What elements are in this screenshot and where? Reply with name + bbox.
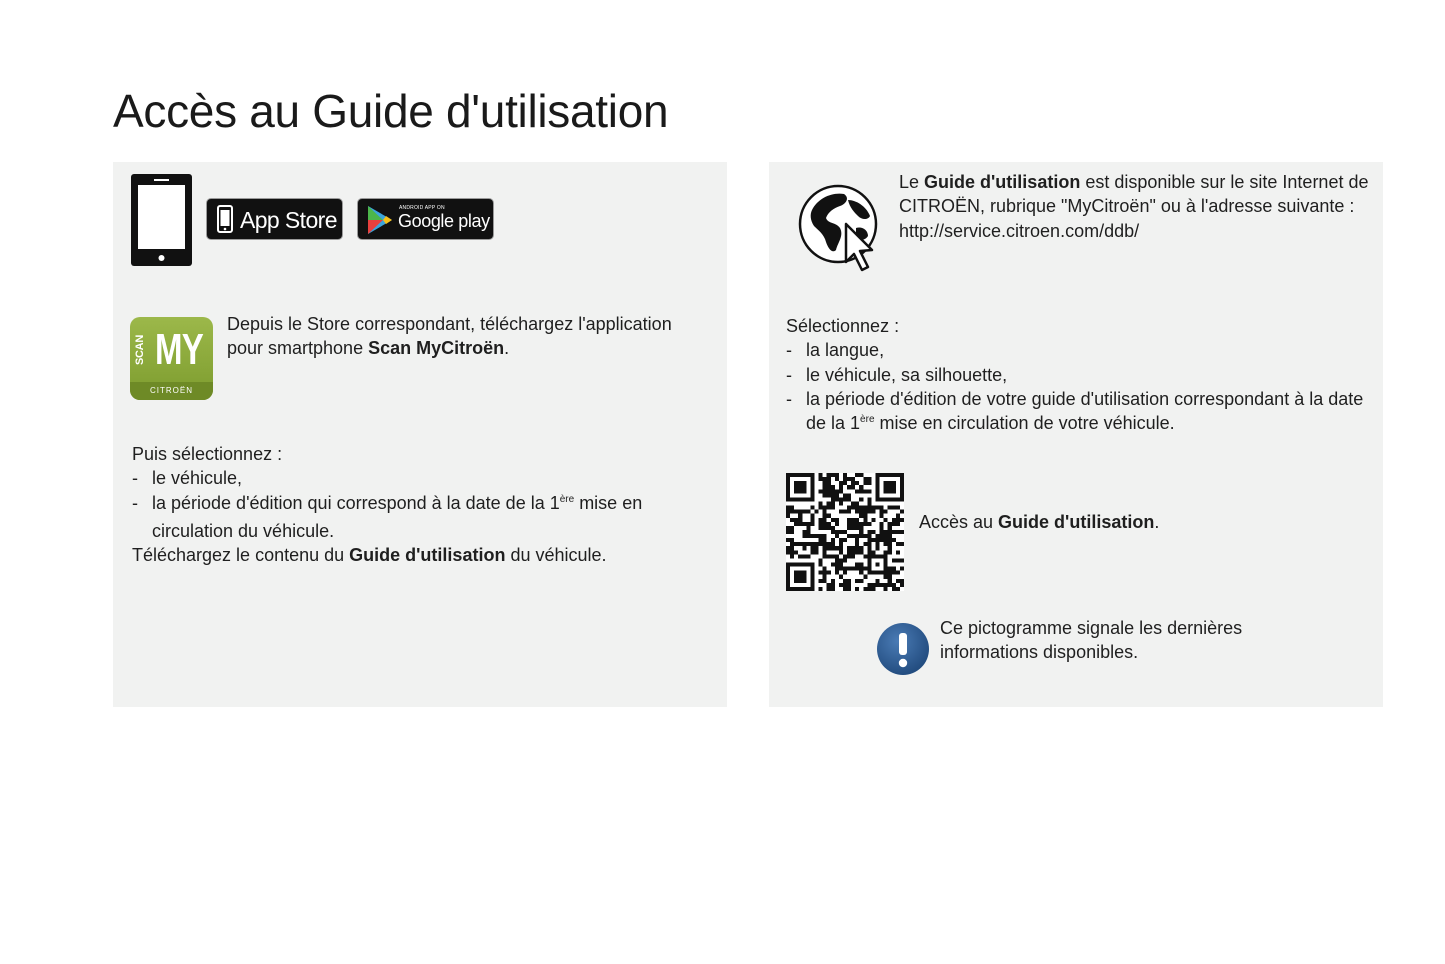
scan-mycitroen-app-icon xyxy=(130,317,213,400)
download-instructions xyxy=(227,312,707,361)
app-store-badge[interactable] xyxy=(206,198,343,240)
superscript: ère xyxy=(860,414,875,426)
qr-caption-text: Accès au xyxy=(919,512,999,532)
page-title: Accès au Guide d'utilisation xyxy=(113,85,669,137)
list-item xyxy=(786,363,1366,387)
list-item-text: mise en circulation du véhicule. xyxy=(152,492,643,541)
app-icon-my-text: MY xyxy=(155,325,203,374)
list-dash: - xyxy=(786,364,792,385)
list-item xyxy=(786,387,1366,440)
superscript: ère xyxy=(559,493,575,505)
google-play-label: Google play xyxy=(398,211,490,231)
list-dash: - xyxy=(786,340,792,361)
download-content-text-end: du véhicule. xyxy=(505,545,607,566)
qr-code[interactable] xyxy=(786,473,904,591)
guide-name: Guide d'utilisation xyxy=(349,545,506,566)
list-item-text: mise en circulation de votre véhicule. xyxy=(874,413,1175,434)
download-content-text: Téléchargez le contenu du xyxy=(132,545,350,566)
list-item xyxy=(132,491,692,544)
info-exclamation-icon xyxy=(876,622,930,676)
list-item-text: la langue, xyxy=(806,340,885,361)
list-item-text: le véhicule, sa silhouette, xyxy=(806,364,1008,385)
google-play-badge[interactable] xyxy=(357,198,494,240)
selection-instructions xyxy=(132,442,692,567)
list-item-text: le véhicule, xyxy=(152,468,243,489)
guide-name: Guide d'utilisation xyxy=(924,172,1081,192)
download-content-line xyxy=(132,543,692,567)
list-item xyxy=(132,466,692,490)
website-url[interactable]: http://service.citroen.com/ddb/ xyxy=(899,220,1140,241)
tablet-icon xyxy=(130,173,193,267)
guide-name: Guide d'utilisation xyxy=(998,512,1155,532)
select-title: Sélectionnez : xyxy=(786,316,900,336)
iphone-icon xyxy=(217,205,233,233)
web-access-panel xyxy=(769,162,1383,707)
download-text-end: . xyxy=(504,338,510,359)
qr-caption xyxy=(919,510,1319,534)
app-store-label: App Store xyxy=(240,207,337,233)
app-icon-brand-text: CITROËN xyxy=(130,382,213,400)
list-item-text: la période d'édition qui correspond à la date de la 1 xyxy=(152,492,560,513)
download-text: Depuis le Store correspondant, téléchargez l'application pour smartphone xyxy=(227,314,672,359)
list-dash: - xyxy=(132,492,138,513)
app-name: Scan MyCitroën xyxy=(368,338,505,359)
globe-cursor-icon xyxy=(798,184,890,276)
website-info xyxy=(899,170,1369,243)
google-play-small-label: ANDROID APP ON xyxy=(399,205,445,211)
list-dash: - xyxy=(132,468,138,489)
selection-instructions xyxy=(786,314,1366,439)
info-text: Ce pictogramme signale les dernières informations disponibles. xyxy=(940,618,1243,663)
app-access-panel xyxy=(113,162,727,707)
select-title: Puis sélectionnez : xyxy=(132,444,283,464)
list-item xyxy=(786,338,1366,362)
qr-caption-text-end: . xyxy=(1154,512,1160,532)
website-text-end: est disponible sur le site Internet de CITROËN, rubrique "MyCitroën" ou à l'adresse suivante : xyxy=(899,172,1369,217)
google-play-icon xyxy=(366,205,394,235)
website-text: Le xyxy=(899,172,925,192)
app-icon-scan-text: SCAN xyxy=(134,335,146,365)
list-dash: - xyxy=(786,388,792,409)
list-item-text: la période d'édition de votre guide d'utilisation correspondant à la date de la 1 xyxy=(806,388,1364,434)
